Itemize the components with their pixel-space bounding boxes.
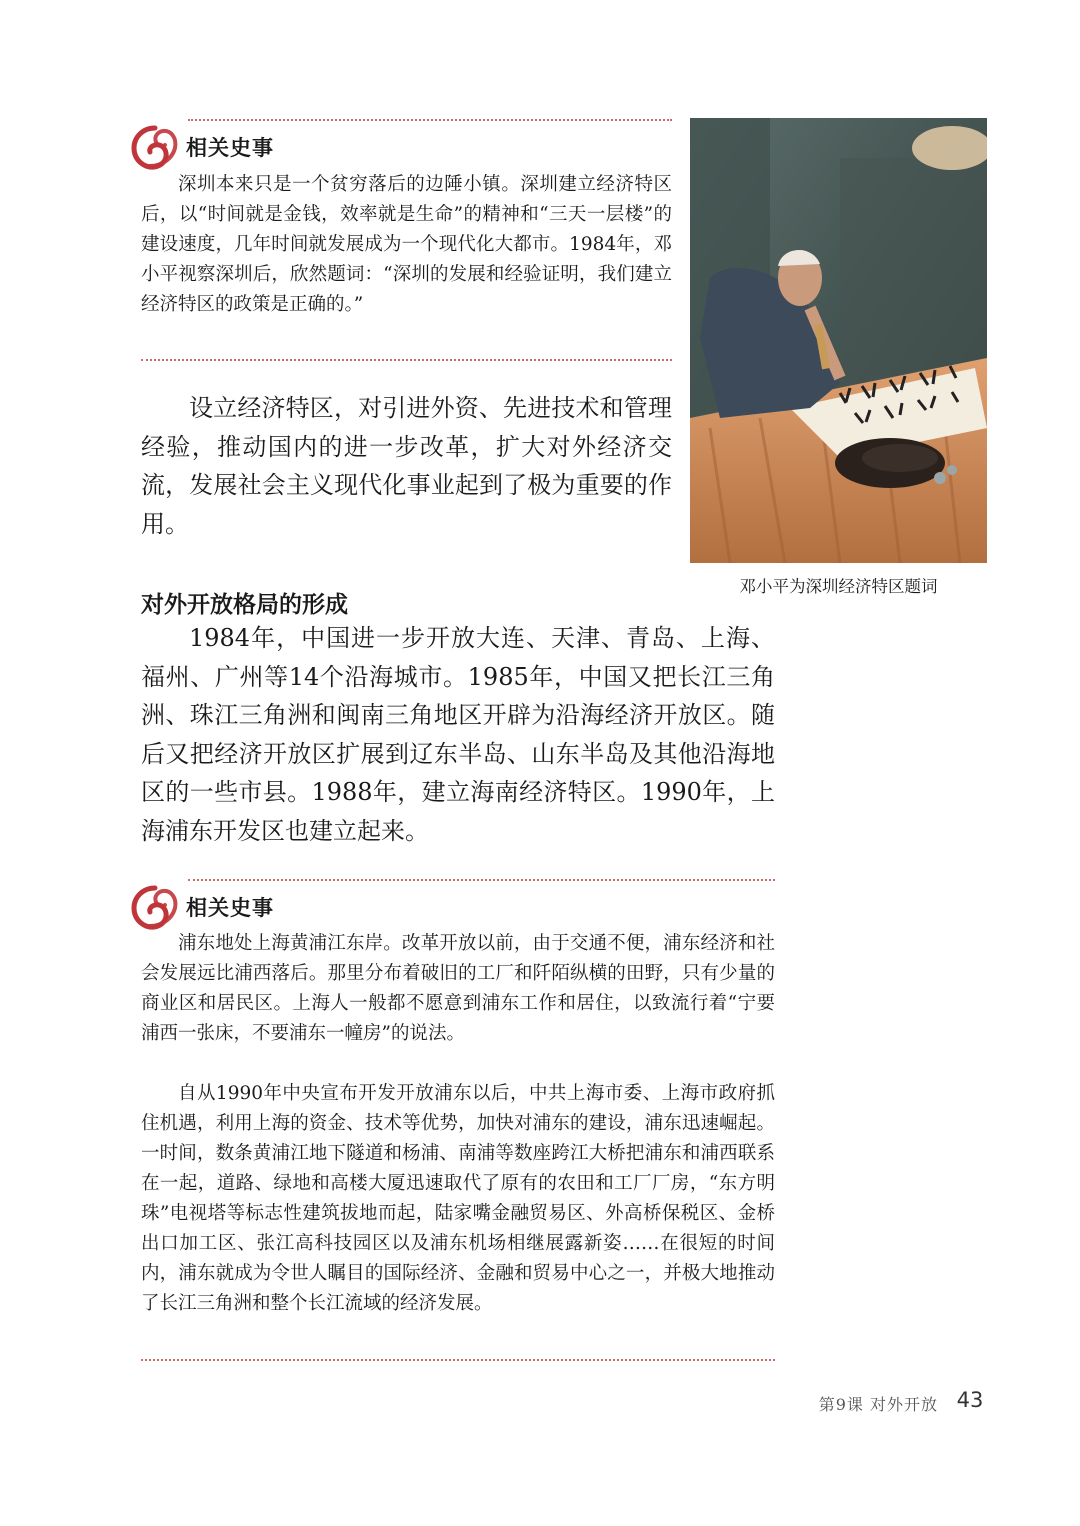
photo-illustration bbox=[690, 118, 987, 563]
box2-title: 相关史事 bbox=[186, 896, 274, 920]
box2-top-divider bbox=[188, 879, 775, 881]
box2-header bbox=[128, 880, 274, 934]
box1-header bbox=[128, 120, 274, 174]
section-paragraph: 1984年，中国进一步开放大连、天津、青岛、上海、福州、广州等14个沿海城市。1985年，中国又把长江三角洲、珠江三角洲和闽南三角地区开辟为沿海经济开放区。随后又把经济开放区扩展到辽东半岛、山东半岛及其他沿海地区的一些市县。1988年，建立海南经济特区。1990年，上海浦东开发区也建立起来。 bbox=[141, 624, 775, 845]
box1-bottom-divider bbox=[141, 359, 672, 361]
history-swirl-icon bbox=[128, 880, 182, 934]
box2-paragraph-2: 自从1990年中央宣布开发开放浦东以后，中共上海市委、上海市政府抓住机遇，利用上海的资金、技术等优势，加快对浦东的建设，浦东迅速崛起。一时间，数条黄浦江地下隧道和杨浦、南浦等数座跨江大桥把浦东和浦西联系在一起，道路、绿地和高楼大厦迅速取代了原有的农田和工厂厂房，“东方明珠”电视塔等标志性建筑拔地而起，陆家嘴金融贸易区、外高桥保税区、金桥出口加工区、张江高科技园区以及浦东机场相继展露新姿……在很短的时间内，浦东就成为令世人瞩目的国际经济、金融和贸易中心之一，并极大地推动了长江三角洲和整个长江流域的经济发展。 bbox=[141, 1083, 775, 1314]
box2-paragraph-1: 浦东地处上海黄浦江东岸。改革开放以前，由于交通不便，浦东经济和社会发展远比浦西落后。那里分布着破旧的工厂和阡陌纵横的田野，只有少量的商业区和居民区。上海人一般都不愿意到浦东工作和居住，以致流行着“宁要浦西一张床，不要浦东一幢房”的说法。 bbox=[141, 933, 775, 1044]
section-heading: 对外开放格局的形成 bbox=[141, 592, 348, 618]
lesson-label: 第9课 对外开放 bbox=[818, 1395, 938, 1414]
box2-bottom-divider bbox=[141, 1359, 775, 1361]
box1-title: 相关史事 bbox=[186, 136, 274, 160]
deng-xiaoping-calligraphy-photo bbox=[690, 118, 987, 563]
page-number: 43 bbox=[956, 1388, 984, 1412]
intro-paragraph: 设立经济特区，对引进外资、先进技术和管理经验，推动国内的进一步改革，扩大对外经济交流，发展社会主义现代化事业起到了极为重要的作用。 bbox=[141, 394, 672, 538]
photo-caption: 邓小平为深圳经济特区题词 bbox=[739, 577, 938, 596]
history-swirl-icon bbox=[128, 120, 182, 174]
box1-text: 深圳本来只是一个贫穷落后的边陲小镇。深圳建立经济特区后，以“时间就是金钱，效率就是生命”的精神和“三天一层楼”的建设速度，几年时间就发展成为一个现代化大都市。1984年，邓小平视察深圳后，欣然题词：“深圳的发展和经验证明，我们建立经济特区的政策是正确的。” bbox=[141, 174, 672, 315]
